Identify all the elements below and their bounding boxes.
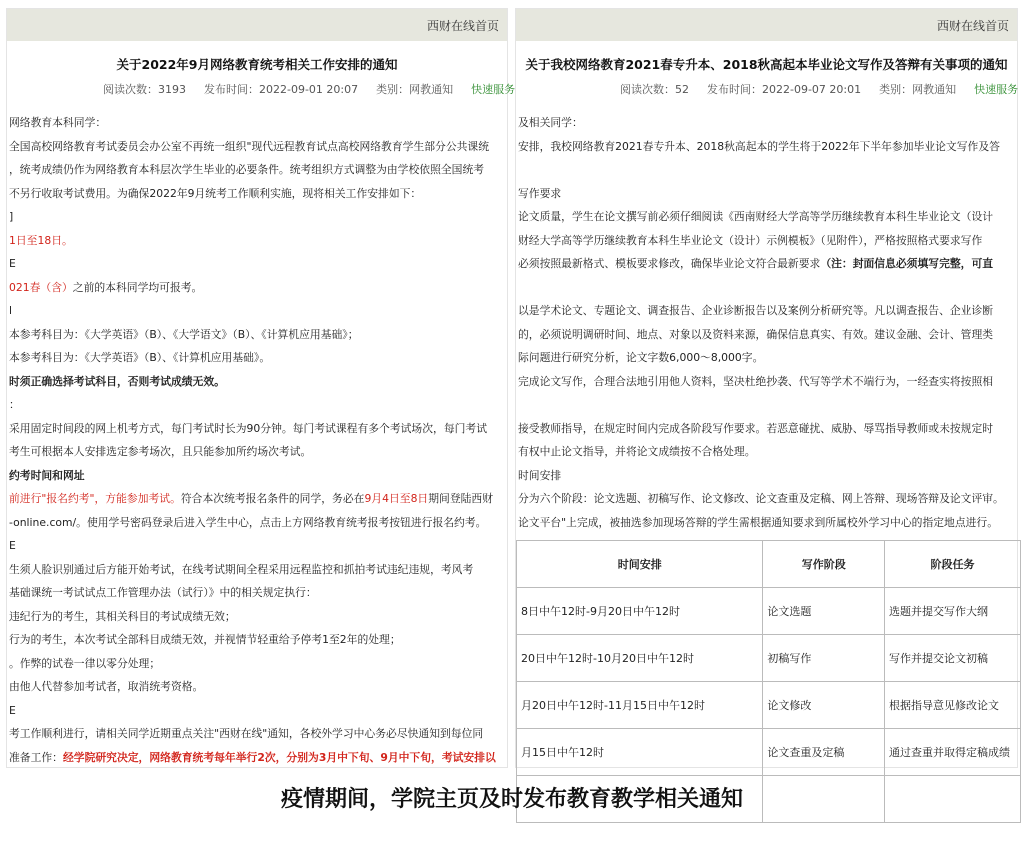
table-cell: 通过查重并取得定稿成绩 (885, 729, 1021, 776)
text-line (9, 205, 507, 229)
text-line (9, 323, 507, 347)
text-line (518, 229, 1017, 253)
table-row (517, 729, 1021, 776)
text-line (9, 746, 507, 770)
text-line (9, 346, 507, 370)
text-segment: 全国高校网络教育考试委员会办公室不再统一组织"现代远程教育试点高校网络教育学生部分公共课统 (9, 139, 490, 153)
text-line (9, 393, 507, 417)
text-line (518, 464, 1017, 488)
text-segment: 安排，我校网络教育2021春专升本、2018秋高起本的学生将于2022年下半年参加毕业论文写作及答 (518, 139, 1000, 153)
table-cell: 月15日中午12时 (517, 729, 763, 776)
text-segment: 经学院研究决定，网络教育统考每年举行2次，分别为3月中下旬、9月中下旬，考试安排以 (62, 750, 496, 764)
text-segment: 9月4日至8日 (364, 492, 429, 505)
text-line (518, 182, 1017, 206)
text-segment: 021春（含） (9, 280, 73, 294)
text-segment: 考生可根据本人安排选定参考场次，且只能参加所约场次考试。 (9, 445, 312, 458)
column-header: 阶段任务 (885, 541, 1021, 588)
text-segment: 1日至18日。 (9, 233, 73, 247)
category: 类别：网教通知 (879, 83, 957, 96)
site-header-bar (7, 9, 507, 41)
text-segment: E (9, 539, 16, 552)
text-segment: 考工作顺利进行，请相关同学近期重点关注"西财在线"通知，各校外学习中心务必尽快通知到每位同 (9, 727, 484, 740)
text-line (9, 628, 507, 652)
left-notice-screenshot (6, 8, 516, 768)
text-segment: 本参考科目为：《大学英语》（B）、《计算机应用基础》。 (9, 351, 271, 364)
article-title: 关于2022年9月网络教育统考相关工作安排的通知 (116, 57, 398, 72)
text-segment: 分为六个阶段：论文选题、初稿写作、论文修改、论文查重及定稿、网上答辩、现场答辩及论文评审。 (518, 492, 1004, 505)
text-line (518, 252, 1017, 276)
text-line (518, 511, 1017, 535)
column-header: 时间安排 (517, 541, 763, 588)
table-cell: 根据指导意见修改论文 (885, 682, 1021, 729)
table-cell: 论文选题 (763, 588, 885, 635)
text-line (9, 558, 507, 582)
text-line (9, 111, 507, 135)
text-segment: 之前的本科同学均可报考。 (72, 280, 203, 294)
text-line (9, 722, 507, 746)
column-header: 写作阶段 (763, 541, 885, 588)
text-line (518, 276, 1017, 300)
table-cell: 写作并提交论文初稿 (885, 635, 1021, 682)
text-line (9, 605, 507, 629)
text-line (9, 440, 507, 464)
table-cell: 论文修改 (763, 682, 885, 729)
text-segment: 由他人代替参加考试者，取消统考资格。 (9, 680, 204, 693)
article-meta (7, 81, 516, 97)
text-segment (518, 281, 521, 294)
text-segment: 时间安排 (518, 468, 562, 482)
text-line (9, 511, 507, 535)
text-line (9, 299, 507, 323)
text-segment: 约考时间和网址 (9, 468, 85, 482)
schedule-table (516, 540, 1021, 823)
publish-time: 发布时间：2022-09-07 20:01 (707, 83, 862, 96)
text-line (518, 111, 1017, 135)
site-home-link[interactable]: 西财在线首页 (936, 18, 1009, 33)
text-line (9, 652, 507, 676)
text-segment: 时须正确选择考试科目，否则考试成绩无效。 (9, 374, 225, 388)
text-line (9, 252, 507, 276)
text-line (9, 581, 507, 605)
article-meta (516, 81, 1017, 97)
text-segment: 网络教育本科同学： (9, 116, 107, 129)
text-segment: （注：封面信息必须填写完整，可直 (820, 257, 994, 270)
category: 类别：网教通知 (376, 83, 454, 96)
text-line (9, 158, 507, 182)
text-line (9, 464, 507, 488)
text-segment: 的，必须说明调研时间、地点、对象以及资料来源，确保信息真实、有效。建议金融、会计、管理类 (518, 327, 994, 341)
table-cell: 月20日中午12时-11月15日中午12时 (517, 682, 763, 729)
text-segment: 行为的考生，本次考试全部科目成绩无效，并视情节轻重给予停考1至2年的处理； (9, 633, 401, 646)
text-line (9, 229, 507, 253)
article-body (7, 111, 507, 769)
text-line (518, 158, 1017, 182)
quick-service-link[interactable]: 快速服务 (974, 83, 1019, 96)
table-row (517, 635, 1021, 682)
text-segment: 财经大学高等学历继续教育本科生毕业论文（设计）示例模板》（见附件），严格按照格式要求写作 (518, 233, 983, 247)
text-segment (518, 163, 521, 176)
view-count: 阅读次数：52 (620, 83, 689, 96)
text-segment: 有权中止论文指导，并将论文成绩按不合格处理。 (518, 445, 756, 458)
text-segment: 期间登陆西财 (428, 492, 494, 505)
text-line (9, 182, 507, 206)
site-header-bar (516, 9, 1017, 41)
text-line (9, 370, 507, 394)
text-segment: ] (9, 210, 14, 223)
text-line (518, 205, 1017, 229)
text-line (518, 135, 1017, 159)
text-segment: 论文平台"上完成，被抽选参加现场答辩的学生需根据通知要求到所属校外学习中心的指定地点进行。 (518, 515, 999, 529)
article-title: 关于我校网络教育2021春专升本、2018秋高起本毕业论文写作及答辩有关事项的通知 (525, 57, 1008, 72)
article-body (516, 111, 1017, 534)
table-cell: 8日中午12时-9月20日中午12时 (517, 588, 763, 635)
text-line (9, 135, 507, 159)
text-line (9, 675, 507, 699)
text-segment (518, 398, 521, 411)
text-line (9, 276, 507, 300)
text-line (9, 699, 507, 723)
text-segment: 准备工作： (9, 750, 63, 764)
text-line (518, 323, 1017, 347)
right-notice-screenshot (515, 8, 1018, 768)
text-segment: 际问题进行研究分析，论文字数6,000～8,000字。 (518, 351, 764, 364)
text-line (518, 417, 1017, 441)
text-line (518, 487, 1017, 511)
table-row (517, 588, 1021, 635)
view-count: 阅读次数：3193 (103, 83, 186, 96)
text-segment: 符合本次统考报名条件的同学，务必在 (180, 492, 365, 505)
text-segment: 。作弊的试卷一律以零分处理； (9, 656, 161, 670)
text-segment: 本参考科目为：《大学英语》（B）、《大学语文》（B）、《计算机应用基础》； (9, 327, 359, 341)
text-segment: 生须人脸识别通过后方能开始考试，在线考试期间全程采用远程监控和抓拍考试违纪违规，考风考 (9, 562, 474, 576)
table-cell: 选题并提交写作大纲 (885, 588, 1021, 635)
quick-service-link[interactable]: 快速服务 (471, 83, 516, 96)
text-line (9, 417, 507, 441)
text-line (518, 346, 1017, 370)
text-segment: 以是学术论文、专题论文、调查报告、企业诊断报告以及案例分析研究等。凡以调查报告、企业诊断 (518, 304, 994, 317)
table-row (517, 682, 1021, 729)
text-segment: 前进行"报名约考"，方能参加考试。 (9, 492, 181, 505)
text-line (9, 534, 507, 558)
text-line (518, 370, 1017, 394)
text-segment: 不另行收取考试费用。为确保2022年9月统考工作顺利实施，现将相关工作安排如下： (9, 186, 422, 200)
text-segment: 论文质量，学生在论文撰写前必须仔细阅读《西南财经大学高等学历继续教育本科生毕业论文（设计 (518, 210, 994, 223)
site-home-link[interactable]: 西财在线首页 (426, 18, 499, 33)
text-segment: 及相关同学： (518, 116, 583, 129)
table-cell: 20日中午12时-10月20日中午12时 (517, 635, 763, 682)
table-cell: 论文查重及定稿 (763, 729, 885, 776)
text-segment: E (9, 257, 16, 270)
text-segment: 基础课统一考试试点工作管理办法（试行）》中的相关规定执行： (9, 586, 317, 599)
text-segment: 采用固定时间段的网上机考方式，每门考试时长为90分钟。每门考试课程有多个考试场次，每门考试 (9, 421, 488, 435)
text-segment: 写作要求 (518, 186, 562, 200)
publish-time: 发布时间：2022-09-01 20:07 (204, 83, 359, 96)
text-segment: 接受教师指导，在规定时间内完成各阶段写作要求。若恶意碰扰、威胁、辱骂指导教师或未按规定时 (518, 421, 994, 435)
text-segment: 完成论文写作，合理合法地引用他人资料，坚决杜绝抄袭、代写等学术不端行为，一经查实将按照相 (518, 374, 994, 388)
text-segment: 必须按照最新格式、模板要求修改，确保毕业论文符合最新要求 (518, 257, 821, 270)
text-segment: ，统考成绩仍作为网络教育本科层次学生毕业的必要条件。统考组织方式调整为由学校依照全国统考 (9, 163, 485, 176)
slide-caption: 疫情期间，学院主页及时发布教育教学相关通知 (280, 787, 743, 812)
text-segment: 违纪行为的考生，其相关科目的考试成绩无效； (9, 609, 236, 623)
text-line (9, 487, 507, 511)
table-header-row (517, 541, 1021, 588)
text-line (518, 299, 1017, 323)
text-line (518, 393, 1017, 417)
text-segment: ： (9, 398, 20, 411)
text-line (518, 440, 1017, 464)
text-segment: l (9, 304, 12, 317)
text-segment: E (9, 703, 16, 717)
text-segment: -online.com/。使用学号密码登录后进入学生中心，点击上方网络教育统考报考按钮进行报名约考。 (9, 515, 487, 529)
table-cell: 初稿写作 (763, 635, 885, 682)
